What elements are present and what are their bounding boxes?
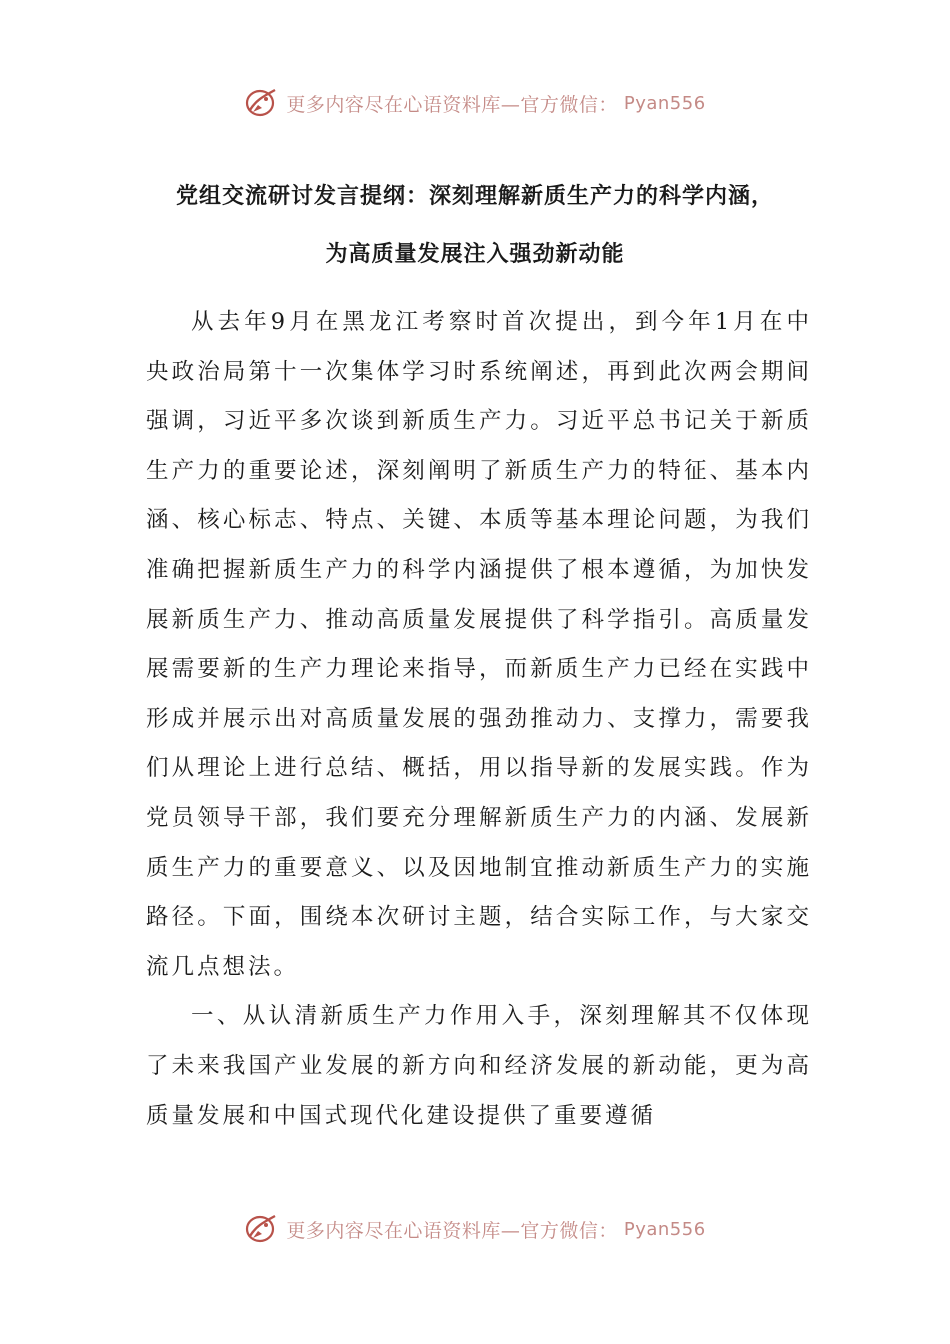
section-heading-paragraph: 一、从认清新质生产力作用入手，深刻理解其不仅体现了未来我国产业发展的新方向和经济发展的新动能，更为高质量发展和中国式现代化建设提供了重要遵循 <box>146 1003 812 1129</box>
footer-watermark <box>0 1212 950 1246</box>
watermark-wechat-id: Pyan556 <box>623 92 706 114</box>
pen-logo-icon <box>244 86 280 120</box>
body-paragraph: 从去年9月在黑龙江考察时首次提出，到今年1月在中央政治局第十一次集体学习时系统阐述，再到此次两会期间强调，习近平多次谈到新质生产力。习近平总书记关于新质生产力的重要论述，深刻阐明了新质生产力的特征、基本内涵、核心标志、特点、关键、本质等基本理论问题，为我们准确把握新质生产力的科学内涵提供了根本遵循，为加快发展新质生产力、推动高质量发展提供了科学指引。高质量发展需要新的生产力理论来指导，而新质生产力已经在实践中形成并展示出对高质量发展的强劲推动力、支撑力，需要我们从理论上进行总结、概括，用以指导新的发展实践。作为党员领导干部，我们要充分理解新质生产力的内涵、发展新质生产力的重要意义、以及因地制宜推动新质生产力的实施路径。下面，围绕本次研讨主题，结合实际工作，与大家交流几点想法。 <box>146 309 812 980</box>
title-line-1: 党组交流研讨发言提纲：深刻理解新质生产力的科学内涵， <box>175 184 774 209</box>
watermark-text: 更多内容尽在心语资料库—官方微信： <box>286 93 618 116</box>
pen-logo-icon <box>244 1212 280 1246</box>
header-watermark <box>0 86 950 120</box>
document-title <box>100 168 850 284</box>
document-body <box>146 298 812 1141</box>
title-line-2: 为高质量发展注入强劲新动能 <box>325 242 625 267</box>
watermark-wechat-id: Pyan556 <box>623 1218 706 1240</box>
watermark-text: 更多内容尽在心语资料库—官方微信： <box>286 1219 618 1242</box>
